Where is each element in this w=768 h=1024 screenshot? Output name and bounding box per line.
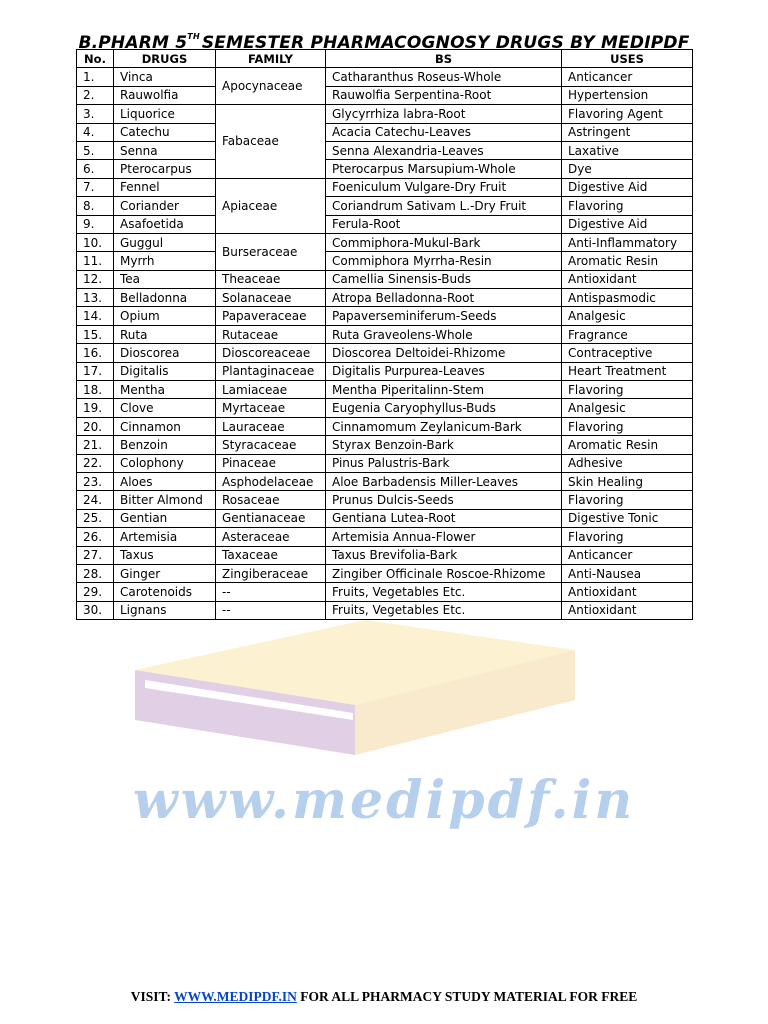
row-number: 28. bbox=[77, 564, 114, 582]
row-number: 7. bbox=[77, 178, 114, 196]
drug-name: Cinnamon bbox=[114, 417, 216, 435]
table-row bbox=[77, 307, 693, 325]
family-name: Fabaceae bbox=[216, 105, 326, 179]
biological-source: Taxus Brevifolia-Bark bbox=[326, 546, 562, 564]
family-name: Asphodelaceae bbox=[216, 472, 326, 490]
drug-name: Carotenoids bbox=[114, 583, 216, 601]
table-row bbox=[77, 344, 693, 362]
footer bbox=[0, 989, 768, 1005]
table-row bbox=[77, 105, 693, 123]
family-name: Rosaceae bbox=[216, 491, 326, 509]
biological-source: Mentha Piperitalinn-Stem bbox=[326, 381, 562, 399]
drug-use: Analgesic bbox=[562, 307, 693, 325]
drug-name: Aloes bbox=[114, 472, 216, 490]
biological-source: Ferula-Root bbox=[326, 215, 562, 233]
biological-source: Camellia Sinensis-Buds bbox=[326, 270, 562, 288]
drug-use: Aromatic Resin bbox=[562, 436, 693, 454]
drug-use: Digestive Aid bbox=[562, 178, 693, 196]
drug-use: Flavoring bbox=[562, 491, 693, 509]
table-row bbox=[77, 362, 693, 380]
drug-use: Heart Treatment bbox=[562, 362, 693, 380]
family-name: -- bbox=[216, 583, 326, 601]
drug-name: Ruta bbox=[114, 325, 216, 343]
table-row bbox=[77, 417, 693, 435]
watermark-text: www.medipdf.in bbox=[132, 770, 636, 831]
row-number: 29. bbox=[77, 583, 114, 601]
header-no: No. bbox=[77, 50, 114, 68]
table-row bbox=[77, 546, 693, 564]
drug-name: Coriander bbox=[114, 197, 216, 215]
family-name: Apocynaceae bbox=[216, 68, 326, 105]
table-row bbox=[77, 123, 693, 141]
table-row bbox=[77, 252, 693, 270]
drug-use: Anti-Nausea bbox=[562, 564, 693, 582]
table-row bbox=[77, 601, 693, 619]
table-row bbox=[77, 509, 693, 527]
drug-name: Vinca bbox=[114, 68, 216, 86]
drug-use: Anticancer bbox=[562, 68, 693, 86]
drug-name: Fennel bbox=[114, 178, 216, 196]
biological-source: Fruits, Vegetables Etc. bbox=[326, 601, 562, 619]
drug-name: Mentha bbox=[114, 381, 216, 399]
table-row bbox=[77, 528, 693, 546]
drug-use: Analgesic bbox=[562, 399, 693, 417]
biological-source: Digitalis Purpurea-Leaves bbox=[326, 362, 562, 380]
biological-source: Commiphora-Mukul-Bark bbox=[326, 233, 562, 251]
row-number: 30. bbox=[77, 601, 114, 619]
title-superscript: TH bbox=[187, 32, 200, 41]
family-name: Zingiberaceae bbox=[216, 564, 326, 582]
biological-source: Styrax Benzoin-Bark bbox=[326, 436, 562, 454]
family-name: Lauraceae bbox=[216, 417, 326, 435]
row-number: 16. bbox=[77, 344, 114, 362]
family-name: Apiaceae bbox=[216, 178, 326, 233]
family-name: Lamiaceae bbox=[216, 381, 326, 399]
drug-use: Anti-Inflammatory bbox=[562, 233, 693, 251]
row-number: 11. bbox=[77, 252, 114, 270]
family-name: Papaveraceae bbox=[216, 307, 326, 325]
drug-use: Antispasmodic bbox=[562, 289, 693, 307]
family-name: Burseraceae bbox=[216, 233, 326, 270]
table-row bbox=[77, 233, 693, 251]
header-family: FAMILY bbox=[216, 50, 326, 68]
biological-source: Catharanthus Roseus-Whole bbox=[326, 68, 562, 86]
drug-name: Opium bbox=[114, 307, 216, 325]
family-name: Plantaginaceae bbox=[216, 362, 326, 380]
drug-use: Antioxidant bbox=[562, 601, 693, 619]
biological-source: Coriandrum Sativam L.-Dry Fruit bbox=[326, 197, 562, 215]
row-number: 5. bbox=[77, 141, 114, 159]
biological-source: Atropa Belladonna-Root bbox=[326, 289, 562, 307]
drugs-table bbox=[76, 49, 693, 620]
family-name: Rutaceae bbox=[216, 325, 326, 343]
row-number: 20. bbox=[77, 417, 114, 435]
row-number: 24. bbox=[77, 491, 114, 509]
table-row bbox=[77, 68, 693, 86]
drug-name: Guggul bbox=[114, 233, 216, 251]
header-uses: USES bbox=[562, 50, 693, 68]
biological-source: Pinus Palustris-Bark bbox=[326, 454, 562, 472]
row-number: 4. bbox=[77, 123, 114, 141]
drug-name: Tea bbox=[114, 270, 216, 288]
row-number: 19. bbox=[77, 399, 114, 417]
drug-use: Antioxidant bbox=[562, 270, 693, 288]
drug-name: Clove bbox=[114, 399, 216, 417]
row-number: 26. bbox=[77, 528, 114, 546]
biological-source: Pterocarpus Marsupium-Whole bbox=[326, 160, 562, 178]
table-row bbox=[77, 160, 693, 178]
table-row bbox=[77, 270, 693, 288]
title-suffix: SEMESTER PHARMACOGNOSY DRUGS BY MEDIPDF bbox=[201, 33, 690, 53]
table-row bbox=[77, 583, 693, 601]
row-number: 2. bbox=[77, 86, 114, 104]
table-row bbox=[77, 454, 693, 472]
drug-use: Astringent bbox=[562, 123, 693, 141]
family-name: -- bbox=[216, 601, 326, 619]
table-row bbox=[77, 564, 693, 582]
drug-name: Dioscorea bbox=[114, 344, 216, 362]
table-row bbox=[77, 472, 693, 490]
drug-name: Gentian bbox=[114, 509, 216, 527]
header-bs: BS bbox=[326, 50, 562, 68]
biological-source: Artemisia Annua-Flower bbox=[326, 528, 562, 546]
drug-use: Fragrance bbox=[562, 325, 693, 343]
footer-link[interactable]: WWW.MEDIPDF.IN bbox=[174, 989, 297, 1004]
row-number: 23. bbox=[77, 472, 114, 490]
table-row bbox=[77, 197, 693, 215]
drug-use: Flavoring bbox=[562, 528, 693, 546]
row-number: 10. bbox=[77, 233, 114, 251]
family-name: Styracaceae bbox=[216, 436, 326, 454]
row-number: 14. bbox=[77, 307, 114, 325]
table-row bbox=[77, 178, 693, 196]
table-row bbox=[77, 491, 693, 509]
drug-name: Myrrh bbox=[114, 252, 216, 270]
row-number: 6. bbox=[77, 160, 114, 178]
title-prefix: B.PHARM 5 bbox=[78, 33, 188, 53]
drug-name: Ginger bbox=[114, 564, 216, 582]
drug-name: Artemisia bbox=[114, 528, 216, 546]
drug-use: Dye bbox=[562, 160, 693, 178]
family-name: Asteraceae bbox=[216, 528, 326, 546]
table-row bbox=[77, 215, 693, 233]
drug-name: Lignans bbox=[114, 601, 216, 619]
row-number: 17. bbox=[77, 362, 114, 380]
drug-use: Contraceptive bbox=[562, 344, 693, 362]
drug-name: Digitalis bbox=[114, 362, 216, 380]
row-number: 13. bbox=[77, 289, 114, 307]
drug-name: Taxus bbox=[114, 546, 216, 564]
table-row bbox=[77, 381, 693, 399]
drug-name: Liquorice bbox=[114, 105, 216, 123]
drug-name: Catechu bbox=[114, 123, 216, 141]
drug-use: Flavoring bbox=[562, 417, 693, 435]
table-row bbox=[77, 436, 693, 454]
row-number: 15. bbox=[77, 325, 114, 343]
drug-use: Aromatic Resin bbox=[562, 252, 693, 270]
book-watermark-icon bbox=[115, 610, 585, 760]
drug-name: Colophony bbox=[114, 454, 216, 472]
row-number: 12. bbox=[77, 270, 114, 288]
footer-prefix: VISIT: bbox=[130, 989, 175, 1004]
footer-suffix: FOR ALL PHARMACY STUDY MATERIAL FOR FREE bbox=[296, 989, 638, 1004]
biological-source: Fruits, Vegetables Etc. bbox=[326, 583, 562, 601]
drug-use: Flavoring bbox=[562, 381, 693, 399]
drug-name: Rauwolfia bbox=[114, 86, 216, 104]
biological-source: Acacia Catechu-Leaves bbox=[326, 123, 562, 141]
family-name: Solanaceae bbox=[216, 289, 326, 307]
drug-use: Digestive Aid bbox=[562, 215, 693, 233]
row-number: 27. bbox=[77, 546, 114, 564]
biological-source: Gentiana Lutea-Root bbox=[326, 509, 562, 527]
table-row bbox=[77, 289, 693, 307]
family-name: Pinaceae bbox=[216, 454, 326, 472]
drug-use: Flavoring Agent bbox=[562, 105, 693, 123]
table-row bbox=[77, 141, 693, 159]
header-drugs: DRUGS bbox=[114, 50, 216, 68]
family-name: Taxaceae bbox=[216, 546, 326, 564]
row-number: 18. bbox=[77, 381, 114, 399]
table-row bbox=[77, 325, 693, 343]
row-number: 22. bbox=[77, 454, 114, 472]
biological-source: Glycyrrhiza labra-Root bbox=[326, 105, 562, 123]
drug-name: Senna bbox=[114, 141, 216, 159]
table-row bbox=[77, 86, 693, 104]
row-number: 1. bbox=[77, 68, 114, 86]
drug-use: Antioxidant bbox=[562, 583, 693, 601]
biological-source: Ruta Graveolens-Whole bbox=[326, 325, 562, 343]
biological-source: Commiphora Myrrha-Resin bbox=[326, 252, 562, 270]
biological-source: Aloe Barbadensis Miller-Leaves bbox=[326, 472, 562, 490]
biological-source: Cinnamomum Zeylanicum-Bark bbox=[326, 417, 562, 435]
table-row bbox=[77, 399, 693, 417]
drug-use: Laxative bbox=[562, 141, 693, 159]
biological-source: Papaverseminiferum-Seeds bbox=[326, 307, 562, 325]
biological-source: Dioscorea Deltoidei-Rhizome bbox=[326, 344, 562, 362]
drug-use: Flavoring bbox=[562, 197, 693, 215]
drug-use: Skin Healing bbox=[562, 472, 693, 490]
drug-use: Adhesive bbox=[562, 454, 693, 472]
drug-name: Pterocarpus bbox=[114, 160, 216, 178]
family-name: Dioscoreaceae bbox=[216, 344, 326, 362]
row-number: 3. bbox=[77, 105, 114, 123]
biological-source: Eugenia Caryophyllus-Buds bbox=[326, 399, 562, 417]
family-name: Theaceae bbox=[216, 270, 326, 288]
drug-name: Benzoin bbox=[114, 436, 216, 454]
biological-source: Foeniculum Vulgare-Dry Fruit bbox=[326, 178, 562, 196]
biological-source: Zingiber Officinale Roscoe-Rhizome bbox=[326, 564, 562, 582]
family-name: Gentianaceae bbox=[216, 509, 326, 527]
biological-source: Prunus Dulcis-Seeds bbox=[326, 491, 562, 509]
row-number: 21. bbox=[77, 436, 114, 454]
row-number: 25. bbox=[77, 509, 114, 527]
row-number: 9. bbox=[77, 215, 114, 233]
drug-name: Asafoetida bbox=[114, 215, 216, 233]
drug-name: Belladonna bbox=[114, 289, 216, 307]
family-name: Myrtaceae bbox=[216, 399, 326, 417]
drug-use: Hypertension bbox=[562, 86, 693, 104]
drug-use: Anticancer bbox=[562, 546, 693, 564]
row-number: 8. bbox=[77, 197, 114, 215]
biological-source: Senna Alexandria-Leaves bbox=[326, 141, 562, 159]
drug-use: Digestive Tonic bbox=[562, 509, 693, 527]
biological-source: Rauwolfia Serpentina-Root bbox=[326, 86, 562, 104]
table-body bbox=[77, 68, 693, 620]
drug-name: Bitter Almond bbox=[114, 491, 216, 509]
table-header-row bbox=[77, 50, 693, 68]
